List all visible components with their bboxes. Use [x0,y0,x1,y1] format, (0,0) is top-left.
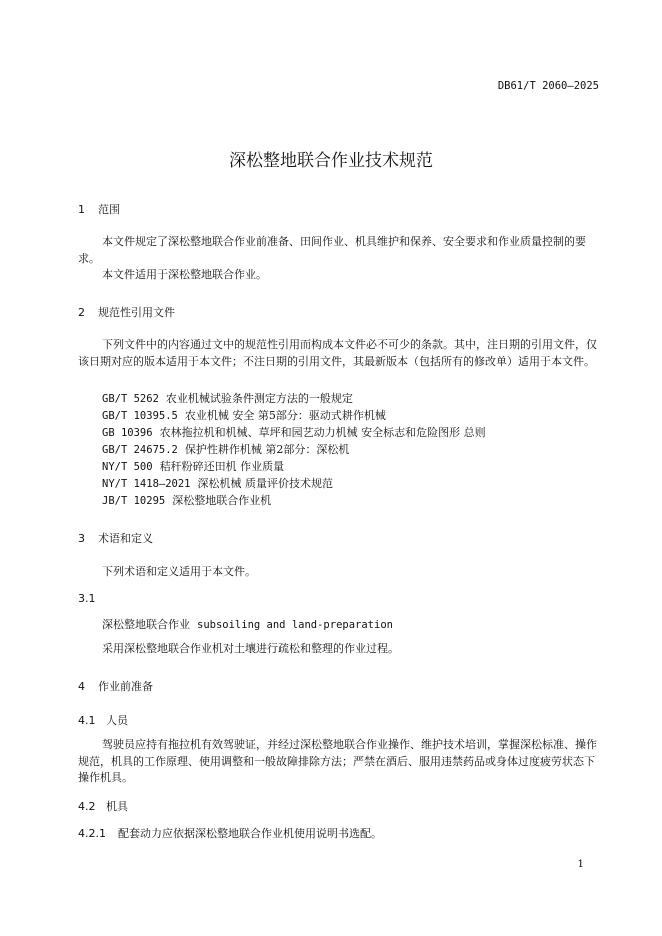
section-title: 作业前准备 [98,680,153,693]
scope-paragraph-2: 本文件适用于深松整地联合作业。 [102,268,267,281]
section-number: 4.1 [78,714,96,727]
section-number: 3 [78,532,85,545]
reference-title: 农业机械 安全 第5部分：驱动式耕作机械 [184,409,386,422]
term-definition: 采用深松整地联合作业机对土壤进行疏松和整理的作业过程。 [102,642,399,655]
clause-4-2-1 [78,825,382,841]
section-3-heading [78,530,153,546]
clause-number: 4.2.1 [78,827,106,840]
reference-code: GB/T 5262 [102,393,159,405]
section-title: 机具 [106,800,128,813]
term-entry [102,616,393,632]
section-number: 4.2 [78,800,96,813]
reference-title: 农业机械试验条件测定方法的一般规定 [165,392,353,405]
reference-code: GB/T 24675.2 [102,444,178,456]
reference-item [102,458,284,474]
section-number: 4 [78,680,85,693]
section-title: 规范性引用文件 [98,306,175,319]
clause-3-1-number: 3.1 [78,592,96,605]
scope-paragraph-1: 本文件规定了深松整地联合作业前准备、田间作业、机具维护和保养、安全要求和作业质量控制的要求。 [78,235,586,265]
terms-intro-paragraph: 下列术语和定义适用于本文件。 [102,565,256,578]
section-2-heading [78,304,175,320]
section-number: 1 [78,203,85,216]
reference-title: 深松机械 质量评价技术规范 [197,477,334,490]
reference-title: 深松整地联合作业机 [172,494,272,507]
reference-item [102,424,486,440]
page-number: 1 [577,858,584,870]
section-title: 术语和定义 [98,532,153,545]
section-title: 范围 [98,203,120,216]
section-title: 人员 [106,714,128,727]
section-number: 2 [78,306,85,319]
term-chinese: 深松整地联合作业 [102,618,190,631]
reference-code: JB/T 10295 [102,495,166,507]
personnel-paragraph: 驾驶员应持有拖拉机有效驾驶证，并经过深松整地联合作业操作、维护技术培训，掌握深松标准、操作规范，机具的工作原理、使用调整和一般故障排除方法；严禁在酒后、服用违禁药品或身体过度疲劳状态下操作机具。 [78,738,597,784]
standard-number: DB61/T 2060—2025 [497,80,599,92]
reference-item [102,475,333,491]
section-1-heading [78,201,120,217]
reference-code: GB/T 10395.5 [102,410,178,422]
reference-item [102,407,386,423]
section-4-heading [78,678,153,694]
reference-item [102,390,353,406]
reference-code: GB 10396 [102,427,153,439]
reference-code: NY/T 1418—2021 [102,478,191,490]
reference-item [102,492,271,508]
reference-code: NY/T 500 [102,461,153,473]
reference-title: 秸秆粉碎还田机 作业质量 [159,460,285,473]
reference-item [102,441,349,457]
clause-text: 配套动力应依据深松整地联合作业机使用说明书选配。 [118,827,382,840]
reference-title: 农林拖拉机和机械、草坪和园艺动力机械 安全标志和危险图形 总则 [159,426,486,439]
normative-references-paragraph: 下列文件中的内容通过文中的规范性引用而构成本文件必不可少的条款。其中，注日期的引用文件，仅该日期对应的版本适用于本文件；不注日期的引用文件，其最新版本（包括所有的修改单）适用于本文件。 [78,338,597,368]
section-4-2-heading [78,798,128,814]
document-title: 深松整地联合作业技术规范 [229,151,433,171]
term-english: subsoiling and land-preparation [197,619,393,631]
reference-title: 保护性耕作机械 第2部分：深松机 [184,443,350,456]
section-4-1-heading [78,712,128,728]
